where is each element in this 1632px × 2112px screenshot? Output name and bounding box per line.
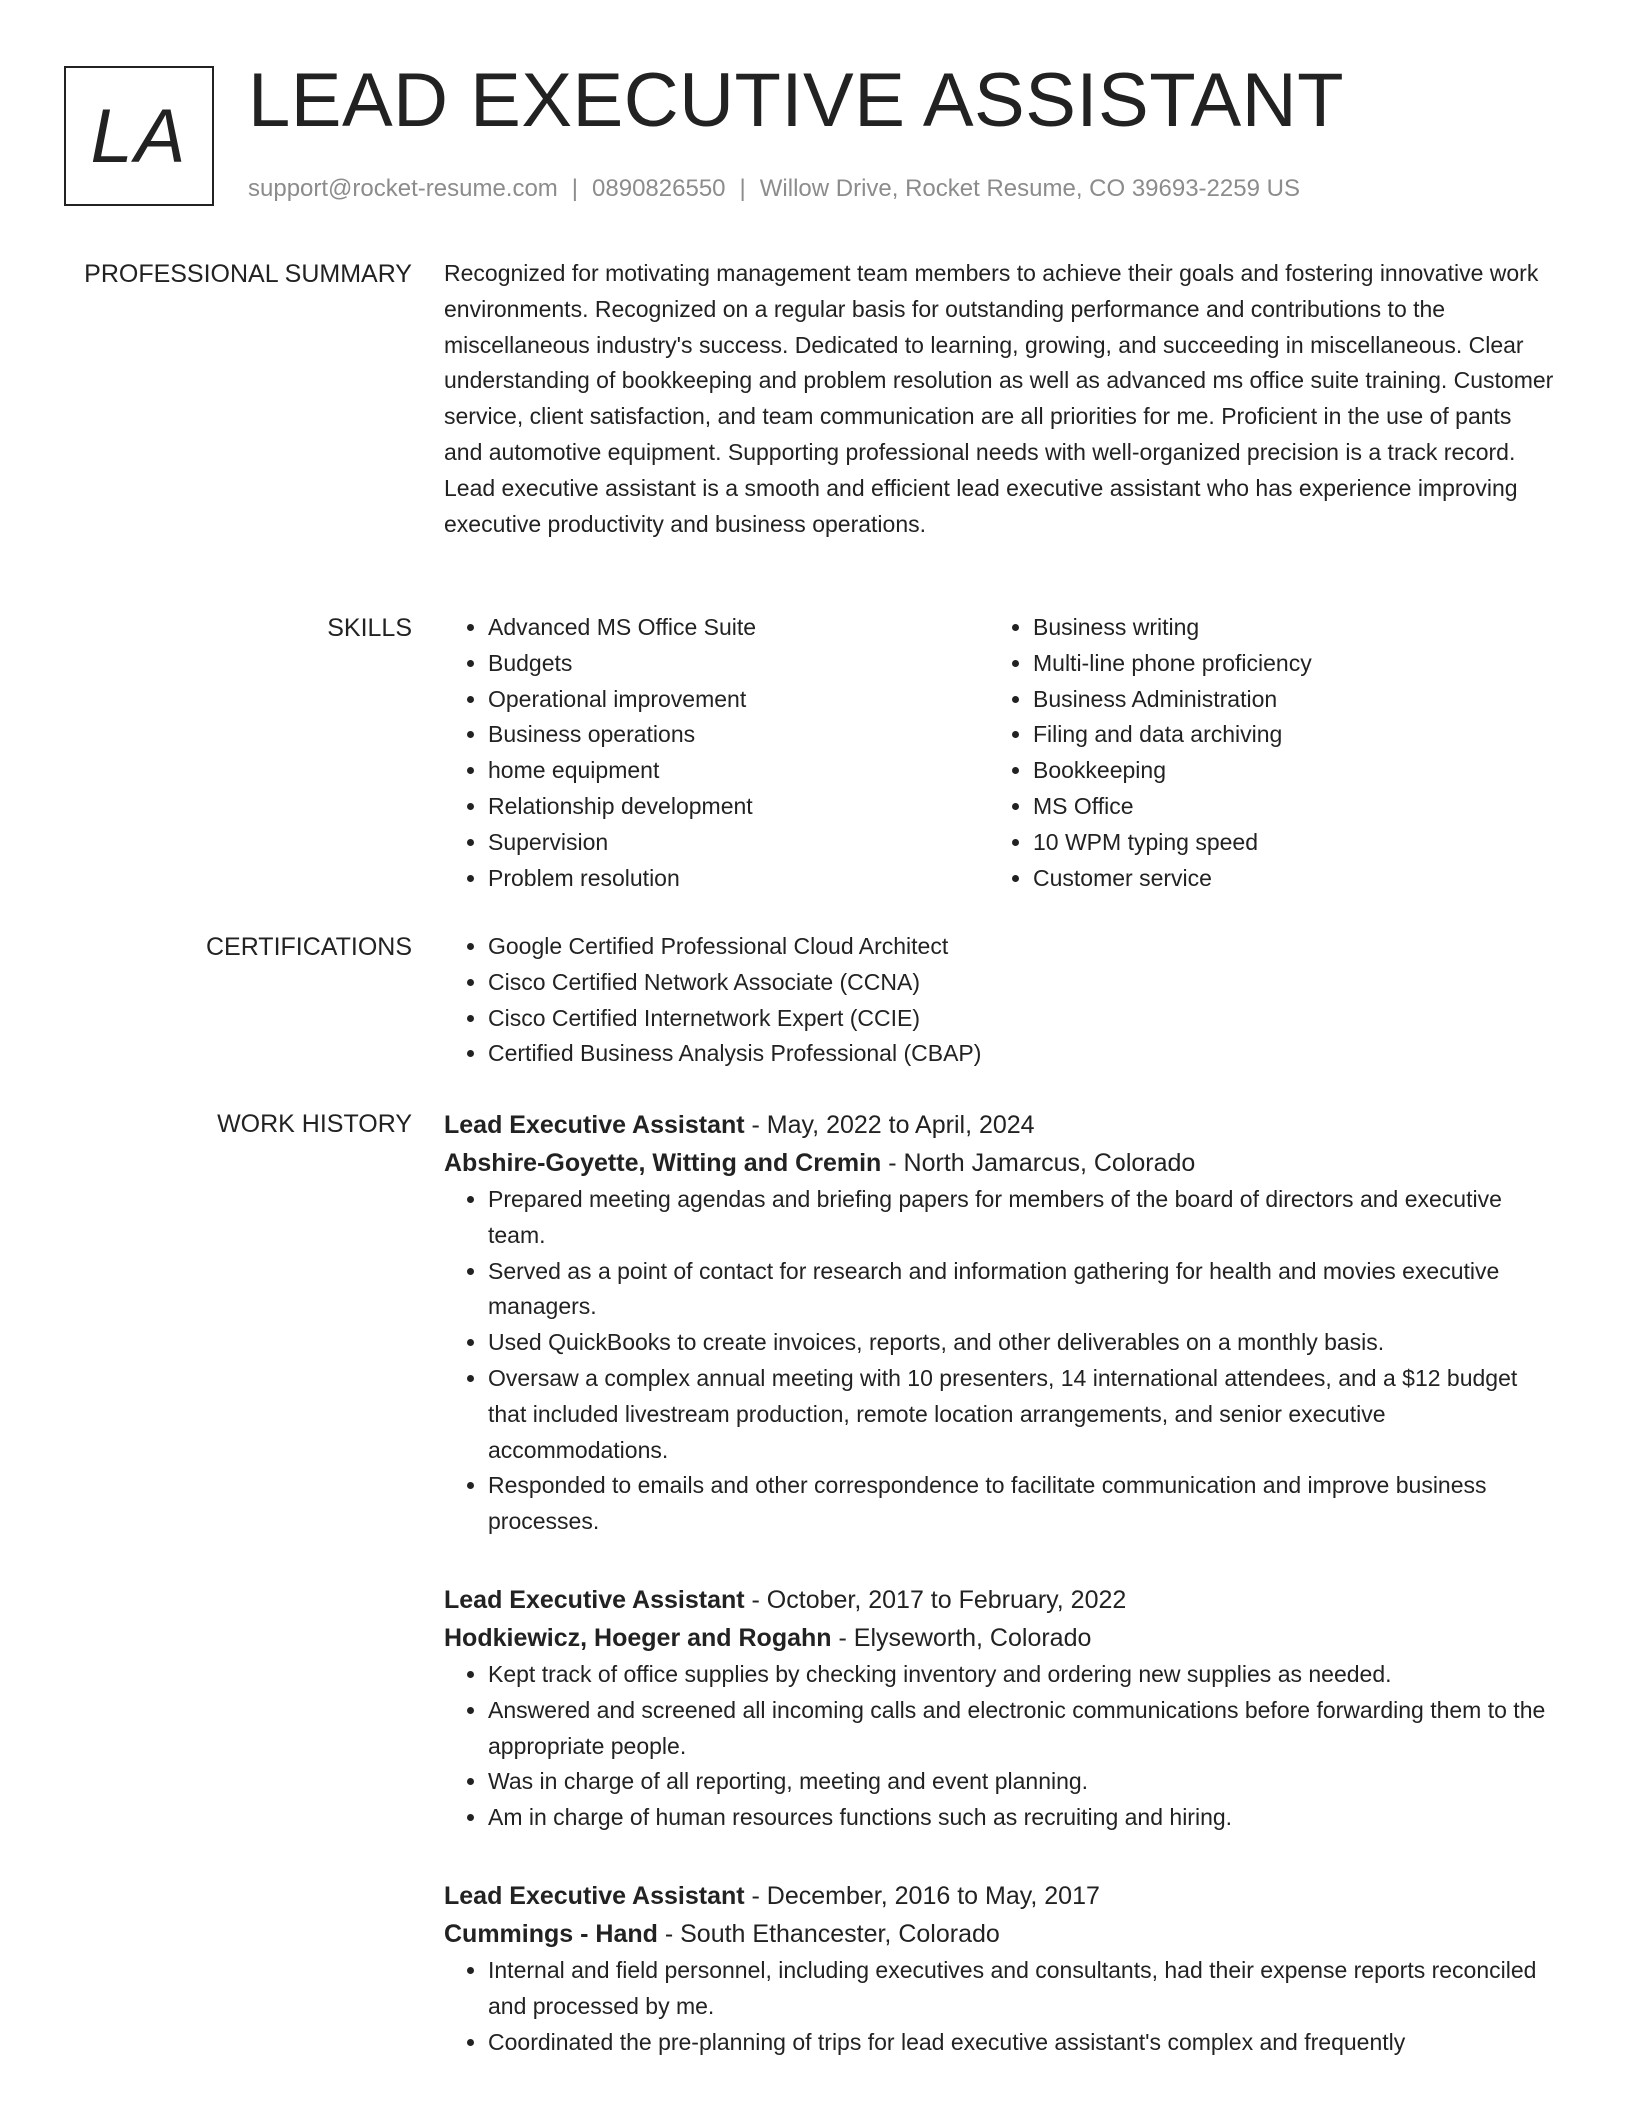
certification-item: • Cisco Certified Network Associate (CCNA) xyxy=(488,965,1556,1001)
job-entry xyxy=(444,1106,1556,1540)
contact-address: Willow Drive, Rocket Resume, CO 39693-2259 US xyxy=(759,175,1300,202)
skill-item: • Supervision xyxy=(488,825,989,861)
work-history-list xyxy=(444,1106,1556,2060)
job-company-line xyxy=(444,1619,1556,1657)
job-duty: • Prepared meeting agendas and briefing papers for members of the board of directors and executive team. xyxy=(488,1182,1556,1254)
skills-column-left xyxy=(444,610,989,896)
skill-item: • Operational improvement xyxy=(488,682,989,718)
skill-item: • MS Office xyxy=(1033,789,1534,825)
job-duty: • Internal and field personnel, including executives and consultants, had their expense reports reconciled and processed by me. xyxy=(488,1953,1556,2025)
job-location: - South Ethancester, Colorado xyxy=(657,1919,1000,1948)
job-duties xyxy=(444,1953,1556,2060)
certification-item: • Google Certified Professional Cloud Architect xyxy=(488,929,1556,965)
job-company-line xyxy=(444,1915,1556,1953)
contact-separator: | xyxy=(739,175,746,202)
job-duty: • Was in charge of all reporting, meeting and event planning. xyxy=(488,1764,1556,1800)
skill-item: • 10 WPM typing speed xyxy=(1033,825,1534,861)
skill-item: • Customer service xyxy=(1033,861,1534,897)
certification-item: • Cisco Certified Internetwork Expert (CCIE) xyxy=(488,1001,1556,1037)
job-duty: • Coordinated the pre-planning of trips for lead executive assistant's complex and frequently xyxy=(488,2025,1556,2061)
summary-text: Recognized for motivating management team members to achieve their goals and fostering innovative work environments. Recognized on a regular basis for outstanding performance and contributions to the miscellaneous industry's success. Dedicated to learning, growing, and succeeding in miscellaneous. Clear understanding of bookkeeping and problem resolution as well as advanced ms office suite training. Customer service, client satisfaction, and team communication are all priorities for me. Proficient in the use of pants and automotive equipment. Supporting professional needs with well-organized precision is a track record. Lead executive assistant is a smooth and efficient lead executive assistant who has experience improving executive productivity and business operations. xyxy=(444,260,1554,537)
skill-item: • Problem resolution xyxy=(488,861,989,897)
job-duty: • Responded to emails and other correspondence to facilitate communication and improve business processes. xyxy=(488,1468,1556,1540)
contact-separator: | xyxy=(571,175,579,202)
skill-item: • Filing and data archiving xyxy=(1033,717,1534,753)
skill-item: • Bookkeeping xyxy=(1033,753,1534,789)
certification-item: • Certified Business Analysis Professional (CBAP) xyxy=(488,1036,1556,1072)
job-dates: - October, 2017 to February, 2022 xyxy=(744,1585,1127,1614)
skill-item: • Business Administration xyxy=(1033,682,1534,718)
skill-item: • Relationship development xyxy=(488,789,989,825)
job-title-line xyxy=(444,1581,1556,1619)
job-duty: • Used QuickBooks to create invoices, reports, and other deliverables on a monthly basis. xyxy=(488,1325,1556,1361)
skills-grid xyxy=(444,610,1556,896)
skills-column-right xyxy=(989,610,1534,896)
job-duties xyxy=(444,1182,1556,1540)
job-location: - North Jamarcus, Colorado xyxy=(881,1149,1196,1177)
section-heading: WORK HISTORY xyxy=(217,1110,412,1138)
section-heading: CERTIFICATIONS xyxy=(205,933,412,961)
job-duties xyxy=(444,1657,1556,1836)
section-heading: SKILLS xyxy=(327,614,412,642)
job-entry xyxy=(444,1877,1556,2060)
job-title-line xyxy=(444,1106,1556,1144)
contact-line xyxy=(248,172,1300,206)
job-company: Hodkiewicz, Hoeger and Rogahn xyxy=(444,1623,832,1652)
skill-item: • home equipment xyxy=(488,753,989,789)
job-entry xyxy=(444,1581,1556,1836)
contact-email: support@rocket-resume.com xyxy=(248,175,558,202)
job-duty: • Served as a point of contact for research and information gathering for health and movies executive managers. xyxy=(488,1254,1556,1326)
certifications-list xyxy=(444,929,1556,1072)
job-company: Abshire-Goyette, Witting and Cremin xyxy=(444,1149,882,1177)
monogram-text: LA xyxy=(90,93,188,179)
skill-item: • Budgets xyxy=(488,646,989,682)
section-heading: PROFESSIONAL SUMMARY xyxy=(84,260,412,288)
job-dates: - May, 2022 to April, 2024 xyxy=(744,1111,1035,1139)
contact-phone: 0890826550 xyxy=(592,175,726,202)
skill-item: • Business operations xyxy=(488,717,989,753)
job-duty: • Am in charge of human resources functions such as recruiting and hiring. xyxy=(488,1800,1556,1836)
job-title-line xyxy=(444,1877,1556,1915)
job-duty: • Answered and screened all incoming calls and electronic communications before forwarding them to the appropriate people. xyxy=(488,1693,1556,1765)
job-title: Lead Executive Assistant xyxy=(444,1111,745,1139)
monogram-logo xyxy=(64,66,214,206)
job-title: Lead Executive Assistant xyxy=(444,1585,745,1614)
job-company: Cummings - Hand xyxy=(444,1919,658,1948)
job-dates: - December, 2016 to May, 2017 xyxy=(744,1881,1100,1910)
resume-title: LEAD EXECUTIVE ASSISTANT xyxy=(248,58,1345,143)
job-duty: • Oversaw a complex annual meeting with 10 presenters, 14 international attendees, and a $12 budget that included livestream production, remote location arrangements, and senior executive accommodations. xyxy=(488,1361,1556,1468)
job-title: Lead Executive Assistant xyxy=(444,1881,745,1910)
skill-item: • Business writing xyxy=(1033,610,1534,646)
skill-item: • Multi-line phone proficiency xyxy=(1033,646,1534,682)
job-duty: • Kept track of office supplies by checking inventory and ordering new supplies as needed. xyxy=(488,1657,1556,1693)
job-location: - Elyseworth, Colorado xyxy=(831,1623,1092,1652)
skill-item: • Advanced MS Office Suite xyxy=(488,610,989,646)
job-company-line xyxy=(444,1144,1556,1182)
